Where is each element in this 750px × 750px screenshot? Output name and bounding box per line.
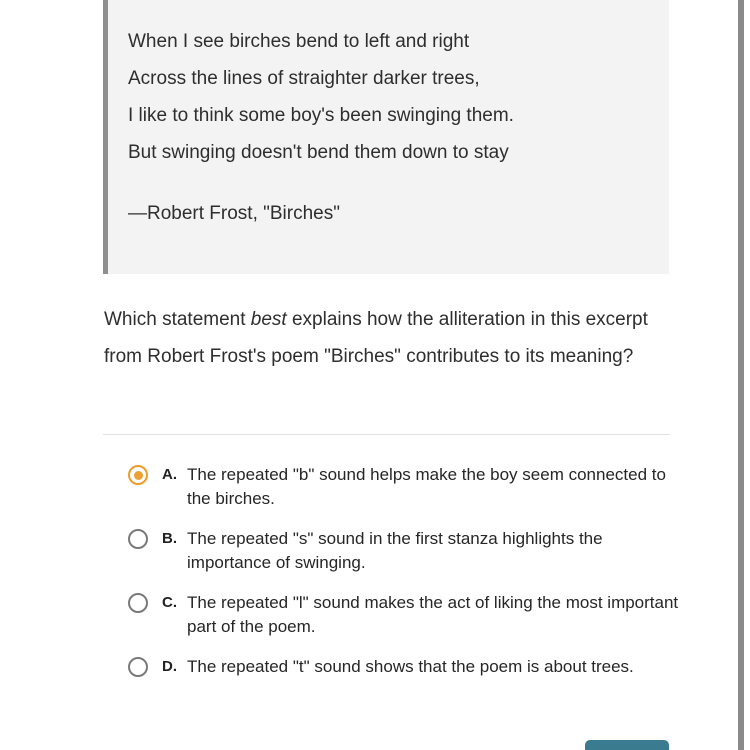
option-row-a[interactable] xyxy=(128,463,688,511)
radio-option-c[interactable] xyxy=(128,593,148,613)
scrollbar[interactable] xyxy=(738,0,744,750)
option-row-c[interactable] xyxy=(128,591,688,639)
option-letter-b: B. xyxy=(162,530,177,547)
poem-attribution: —Robert Frost, "Birches" xyxy=(128,203,340,224)
poem-line: Across the lines of straighter darker trees, xyxy=(128,68,480,89)
radio-option-d[interactable] xyxy=(128,657,148,677)
answer-options xyxy=(128,463,688,719)
option-text-a: The repeated "b" sound helps make the boy seem connected to the birches. xyxy=(187,465,666,508)
radio-option-a[interactable] xyxy=(128,465,148,485)
option-row-d[interactable] xyxy=(128,655,688,703)
radio-dot xyxy=(134,663,143,672)
radio-dot xyxy=(134,599,143,608)
poem-line: I like to think some boy's been swinging them. xyxy=(128,105,514,126)
option-row-b[interactable] xyxy=(128,527,688,575)
option-letter-a: A. xyxy=(162,466,177,483)
option-text-d: The repeated "t" sound shows that the poem is about trees. xyxy=(187,657,634,676)
submit-button[interactable] xyxy=(585,740,669,750)
radio-option-b[interactable] xyxy=(128,529,148,549)
question-options-divider xyxy=(103,434,670,435)
poem-line: But swinging doesn't bend them down to stay xyxy=(128,142,509,163)
option-letter-d: D. xyxy=(162,658,177,675)
poem-line: When I see birches bend to left and right xyxy=(128,31,470,52)
question-text-pre: Which statement xyxy=(104,309,251,330)
question-emphasis: best xyxy=(250,309,287,330)
radio-dot xyxy=(134,535,143,544)
option-text-b: The repeated "s" sound in the first stanza highlights the importance of swinging. xyxy=(187,529,603,572)
question-text xyxy=(104,301,676,375)
option-letter-c: C. xyxy=(162,594,177,611)
poem-blockquote xyxy=(103,0,669,274)
option-text-c: The repeated "l" sound makes the act of liking the most important part of the poem. xyxy=(187,593,679,636)
question-text-post: explains how the alliteration in this excerpt from Robert Frost's poem "Birches" contributes to its meaning? xyxy=(104,309,648,367)
radio-dot xyxy=(134,471,143,480)
